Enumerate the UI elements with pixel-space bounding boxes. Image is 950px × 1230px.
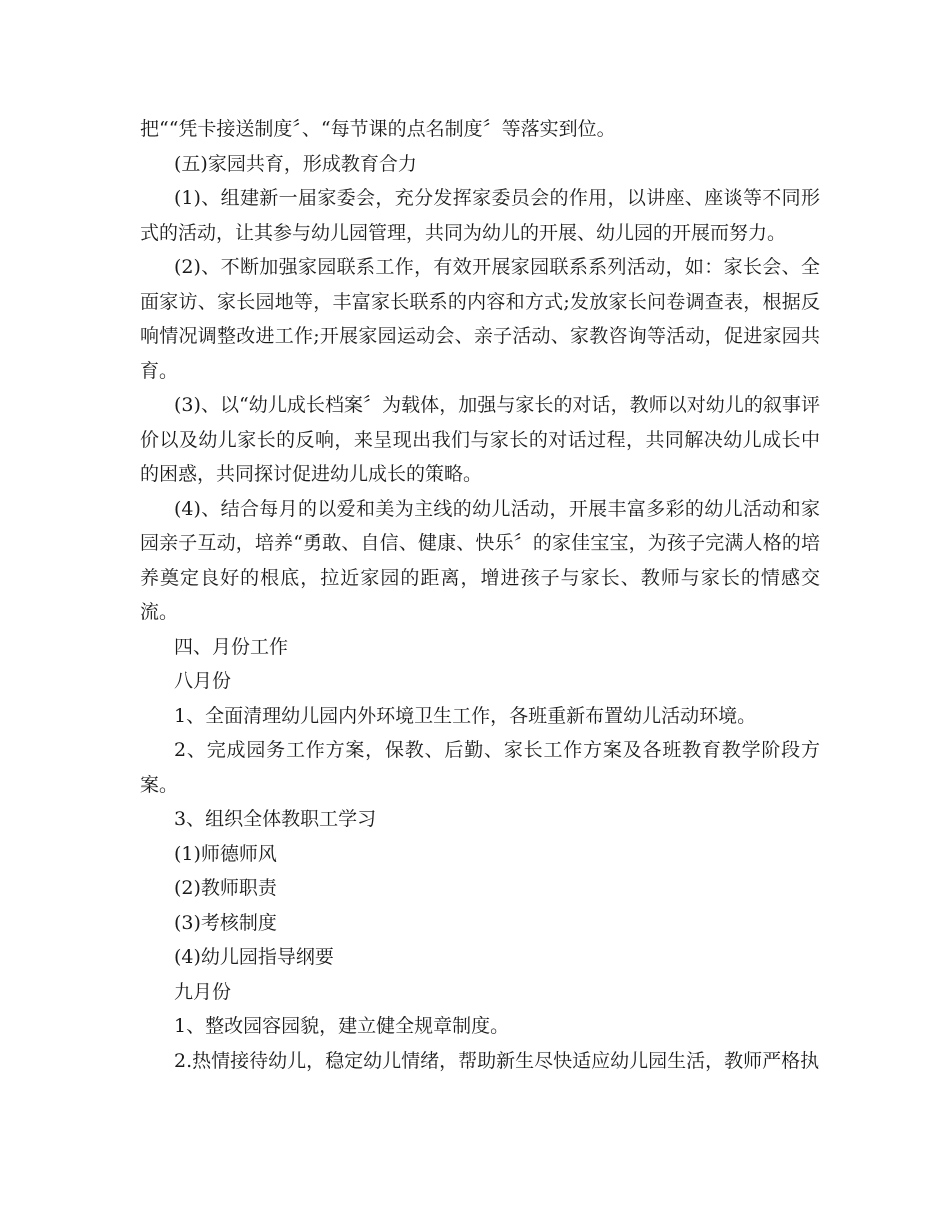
paragraph-item-1: (1)、组建新一届家委会，充分发挥家委员会的作用，以讲座、座谈等不同形式的活动，让其参与幼儿园管理，共同为幼儿的开展、幼儿园的开展而努力。: [140, 187, 820, 244]
month-heading-september: 九月份: [174, 980, 232, 1003]
august-item-3: 3、组织全体教职工学习: [174, 808, 377, 830]
study-item-4: (4)幼儿园指导纲要: [174, 946, 334, 968]
study-item-1: (1)师德师风: [174, 842, 277, 865]
september-item-2: 2.热情接待幼儿，稳定幼儿情绪，帮助新生尽快适应幼儿园生活，教师严格执: [174, 1049, 820, 1072]
paragraph-item-3: (3)、以“幼儿成长档案〞为载体，加强与家长的对话，教师以对幼儿的叙事评价以及幼儿家长的反响，来呈现出我们与家长的对话过程，共同解决幼儿成长中的困惑，共同探讨促进幼儿成长的策略。: [140, 394, 820, 485]
paragraph-continuation: 把““凭卡接送制度〞、“每节课的点名制度〞等落实到位。: [140, 118, 616, 140]
month-heading-august: 八月份: [174, 670, 232, 692]
document-body: [140, 112, 820, 1078]
section-heading-monthly-work: 四、月份工作: [174, 635, 289, 658]
august-item-1: 1、全面清理幼儿园内外环境卫生工作，各班重新布置幼儿活动环境。: [174, 704, 757, 727]
study-item-3: (3)考核制度: [174, 911, 277, 934]
september-item-1: 1、整改园容园貌，建立健全规章制度。: [174, 1015, 510, 1037]
august-item-2: 2、完成园务工作方案，保教、后勤、家长工作方案及各班教育教学阶段方案。: [140, 739, 820, 796]
paragraph-item-2: (2)、不断加强家园联系工作，有效开展家园联系系列活动，如：家长会、全面家访、家长园地等，丰富家长联系的内容和方式;发放家长问卷调查表，根据反响情况调整改进工作;开展家园运动会、亲子活动、家教咨询等活动，促进家园共育。: [140, 256, 820, 382]
paragraph-item-4: (4)、结合每月的以爱和美为主线的幼儿活动，开展丰富多彩的幼儿活动和家园亲子互动，培养“勇敢、自信、健康、快乐〞的家佳宝宝，为孩子完满人格的培养奠定良好的根底，拉近家园的距离，增进孩子与家长、教师与家长的情感交流。: [140, 497, 820, 623]
study-item-2: (2)教师职责: [174, 877, 277, 899]
section-heading-home-school: (五)家园共育，形成教育合力: [174, 152, 417, 175]
